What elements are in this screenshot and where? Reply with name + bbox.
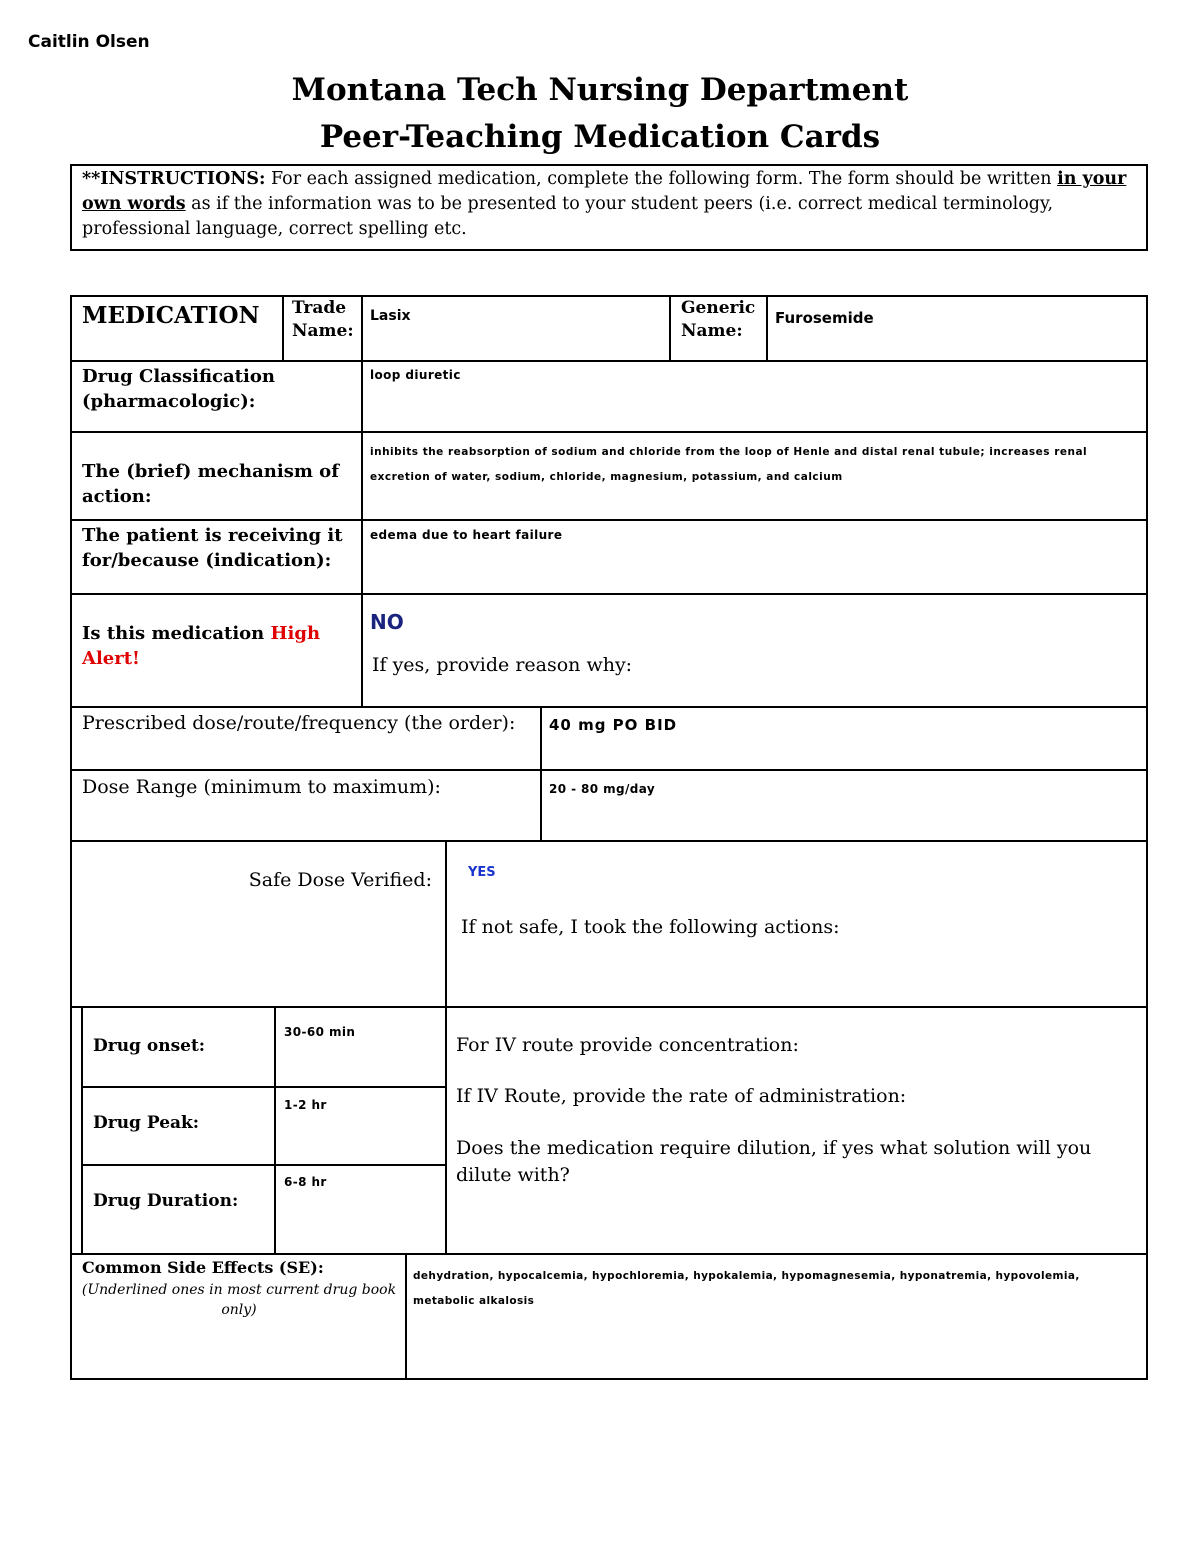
onset-value: 30-60 min [284,1025,356,1039]
rule-11 [70,1253,1148,1255]
duration-label: Drug Duration: [93,1191,239,1211]
vrule-dose [540,706,542,841]
mechanism-value: inhibits the reabsorption of sodium and chloride from the loop of Henle and distal renal tubule; increases renal excretion of water, sodium, chloride, magnesium, potassium, and calcium [370,446,1088,483]
iv-dilution-label: Does the medication require dilution, if yes what solution will you dilute with? [456,1137,1092,1186]
peak-value: 1-2 hr [284,1098,327,1112]
side-effects-value: dehydration, hypocalcemia, hypochloremia, hypokalemia, hypomagnesemia, hyponatremia, hypovolemia, metabolic alkalosis [413,1270,1080,1307]
rule-8 [70,1006,1148,1008]
side-effects-label: Common Side Effects (SE): [82,1258,324,1277]
onset-label: Drug onset: [93,1036,206,1056]
rule-3 [70,519,1148,521]
generic-name-value: Furosemide [775,309,874,327]
vrule-generic-value [766,295,768,361]
instructions [82,167,1138,242]
safe-dose-answer: YES [468,865,496,880]
mechanism-label: The (brief) mechanism of action: [82,461,339,507]
rule-9 [82,1086,446,1088]
duration-value: 6-8 hr [284,1175,327,1189]
high-alert-label-red: High Alert! [82,623,321,669]
vrule-se [405,1253,407,1380]
instructions-emphasis: in your own words [82,169,1127,214]
high-alert-label-prefix: Is this medication [82,623,271,644]
page-title: Montana Tech Nursing Department [291,72,909,108]
rule-2 [70,431,1148,433]
indication-value: edema due to heart failure [370,528,563,542]
rule-7 [70,840,1148,842]
peak-label: Drug Peak: [93,1113,200,1133]
rule-10 [82,1164,446,1166]
vrule-pk-inner [81,1006,83,1254]
vrule-generic [669,295,671,361]
vrule-safe [445,840,447,1254]
instructions-prefix: **INSTRUCTIONS: [82,169,266,189]
iv-rate-label: If IV Route, provide the rate of administration: [456,1085,907,1107]
vrule-main [361,295,363,707]
generic-name-label: Generic Name: [681,298,756,341]
trade-name-value: Lasix [370,308,411,324]
not-safe-label: If not safe, I took the following actions: [461,916,840,938]
instructions-text-1: For each assigned medication, complete the following form. The form should be written [265,169,1058,189]
rule-5 [70,706,1148,708]
rule-6 [70,769,1148,771]
prescribed-value: 40 mg PO BID [549,716,678,734]
classification-label: Drug Classification (pharmacologic): [82,366,275,412]
rule-4 [70,593,1148,595]
rule-1 [70,360,1148,362]
side-effects-note: (Underlined ones in most current drug book only) [81,1282,397,1318]
dose-range-label: Dose Range (minimum to maximum): [82,776,441,798]
high-alert-label [82,621,352,671]
prescribed-label: Prescribed dose/route/frequency (the order): [82,712,516,734]
instructions-text-2: as if the information was to be presented to your student peers (i.e. correct medical terminology, professional language, correct spelling etc. [82,194,1054,239]
safe-dose-label: Safe Dose Verified: [248,869,432,891]
indication-label: The patient is receiving it for/because (indication): [82,525,343,571]
trade-name-label: Trade Name: [292,298,354,341]
classification-value: loop diuretic [370,368,461,382]
vrule-pk-values [274,1006,276,1254]
vrule-trade [282,295,284,361]
high-alert-reason-label: If yes, provide reason why: [372,654,633,676]
page-subtitle: Peer-Teaching Medication Cards [319,119,881,155]
high-alert-answer: NO [370,610,404,634]
medication-header: MEDICATION [82,302,260,329]
iv-concentration-label: For IV route provide concentration: [456,1034,799,1056]
dose-range-value: 20 - 80 mg/day [549,782,656,796]
student-name: Caitlin Olsen [28,32,150,52]
